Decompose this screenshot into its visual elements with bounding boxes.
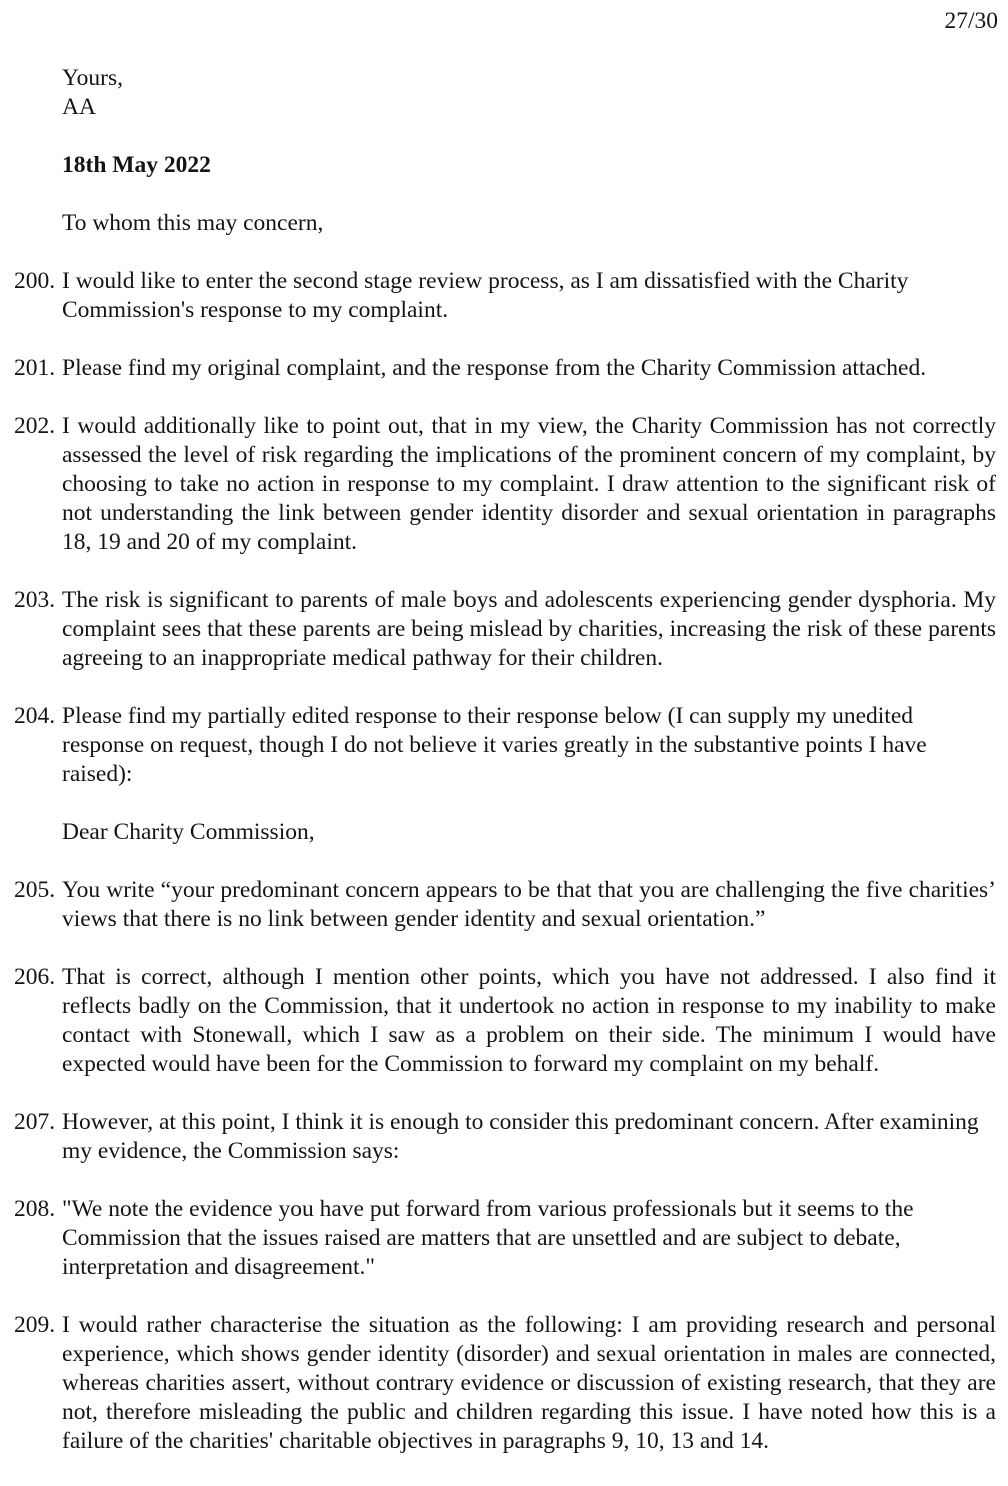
paragraph-number: 206.: [14, 964, 56, 990]
paragraph-number: 202.: [14, 413, 56, 439]
closing-block: [62, 64, 996, 122]
numbered-paragraph: [0, 702, 1008, 789]
numbered-paragraph: [0, 876, 1008, 934]
paragraph-text: The risk is significant to parents of male boys and adolescents experiencing gender dysphoria. My complaint sees that these parents are being mislead by charities, increasing the risk of these parents agreeing to an inappropriate medical pathway for their children.: [62, 587, 996, 671]
numbered-paragraph: [0, 412, 1008, 557]
numbered-paragraph: [0, 963, 1008, 1079]
numbered-paragraph: [0, 586, 1008, 673]
paragraph-text: Please find my original complaint, and the response from the Charity Commission attached.: [62, 355, 927, 381]
paragraph-text: You write “your predominant concern appears to be that that you are challenging the five charities’ views that there is no link between gender identity and sexual orientation.”: [62, 877, 996, 932]
paragraph-text: I would rather characterise the situation as the following: I am providing research and personal experience, which shows gender identity (disorder) and sexual orientation in males are connected, whereas charities assert, without contrary evidence or discussion of existing research, that they are not, therefore misleading the public and children regarding this issue. I have noted how this is a failure of the charities' charitable objectives in paragraphs 9, 10, 13 and 14.: [62, 1312, 996, 1454]
numbered-paragraph: [0, 1195, 1008, 1282]
paragraph-text: However, at this point, I think it is enough to consider this predominant concern. After examining my evidence, the Commission says:: [62, 1109, 979, 1164]
paragraph-text: Please find my partially edited response to their response below (I can supply my unedited response on request, though I do not believe it varies greatly in the substantive points I have raised):: [62, 703, 927, 787]
paragraph-number: 200.: [14, 268, 56, 294]
paragraph-number: 205.: [14, 877, 56, 903]
paragraph-number: 204.: [14, 703, 56, 729]
numbered-paragraph: [0, 1108, 1008, 1166]
numbered-paragraph: [0, 1311, 1008, 1456]
inner-greeting: Dear Charity Commission,: [62, 819, 315, 845]
paragraph-text: I would additionally like to point out, that in my view, the Charity Commission has not correctly assessed the level of risk regarding the implications of the prominent concern of my complaint, by choosing to take no action in response to my complaint. I draw attention to the significant risk of not understanding the link between gender identity disorder and sexual orientation in paragraphs 18, 19 and 20 of my complaint.: [62, 413, 996, 555]
paragraph-number: 208.: [14, 1196, 56, 1222]
signature: AA: [62, 94, 96, 120]
letter-date: 18th May 2022: [62, 152, 211, 178]
paragraph-number: 209.: [14, 1312, 56, 1338]
valediction: Yours,: [62, 65, 123, 91]
paragraph-number: 207.: [14, 1109, 56, 1135]
paragraph-text: I would like to enter the second stage review process, as I am dissatisfied with the Charity Commission's response to my complaint.: [62, 268, 909, 323]
numbered-paragraph: [0, 267, 1008, 325]
paragraph-text: That is correct, although I mention other points, which you have not addressed. I also find it reflects badly on the Commission, that it undertook no action in response to my inability to make contact with Stonewall, which I saw as a problem on their side. The minimum I would have expected would have been for the Commission to forward my complaint on my behalf.: [62, 964, 996, 1077]
letter-body: [0, 64, 1008, 1485]
paragraph-number: 201.: [14, 355, 56, 381]
paragraph-number: 203.: [14, 587, 56, 613]
page-number: 27/30: [944, 8, 998, 34]
paragraph-text: "We note the evidence you have put forward from various professionals but it seems to the Commission that the issues raised are matters that are unsettled and are subject to debate, interpretation and disagreement.": [62, 1196, 914, 1280]
greeting: To whom this may concern,: [62, 210, 324, 236]
numbered-paragraph: [0, 354, 1008, 383]
